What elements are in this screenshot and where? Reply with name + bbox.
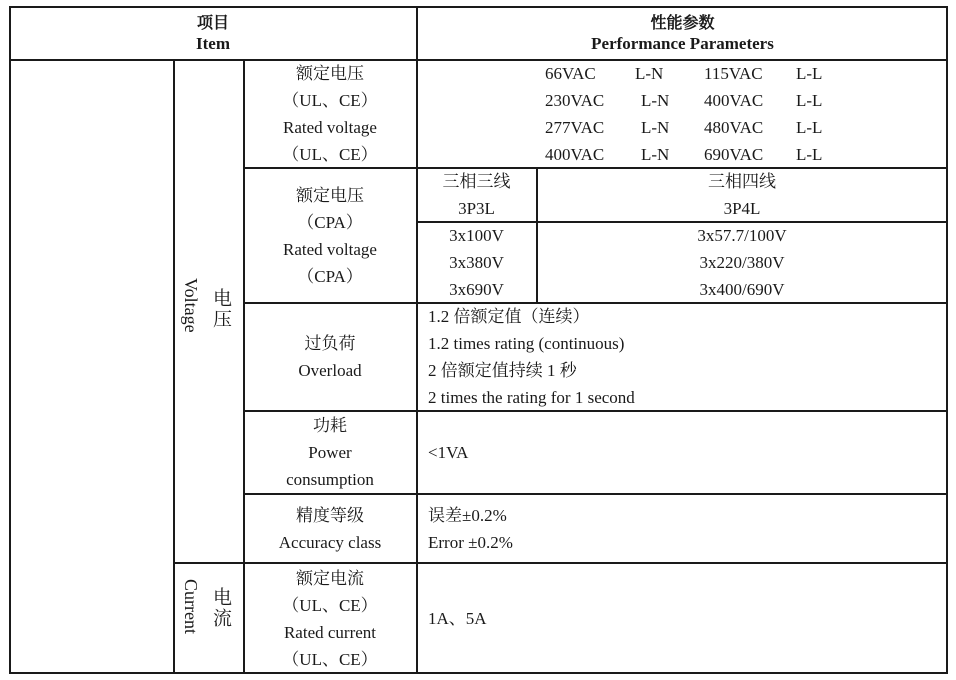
voltage-value: 115VAC	[704, 64, 763, 83]
overload-line: 1.2 倍额定值（连续）	[428, 307, 590, 326]
label-line: 过负荷	[304, 334, 356, 353]
cpa-value: 3x220/380V	[699, 253, 785, 272]
header-item-cn: 项目	[196, 13, 229, 32]
table-border-bottom	[9, 672, 948, 674]
label-line: （UL、CE）	[282, 91, 378, 110]
voltage-group-cell	[173, 60, 243, 563]
label-line: Rated voltage	[283, 118, 377, 137]
voltage-value: 480VAC	[704, 118, 764, 137]
voltage-value: 277VAC	[545, 118, 605, 137]
phase-value: L-N	[641, 91, 670, 110]
accuracy-label	[243, 494, 417, 563]
overload-label	[243, 303, 417, 411]
overload-values	[417, 303, 948, 411]
phase-value: L-L	[796, 91, 823, 110]
table-border-right	[946, 6, 948, 674]
phase-value: L-N	[635, 64, 664, 83]
label-line: Overload	[298, 361, 362, 380]
cpa-value: 3x380V	[449, 253, 504, 272]
label-line: （UL、CE）	[282, 649, 378, 669]
rated-current-label	[243, 563, 417, 674]
current-group-en: Current	[181, 579, 201, 634]
label-line: （UL、CE）	[282, 145, 378, 164]
label-line: 功耗	[313, 416, 347, 435]
current-group-cell	[173, 563, 243, 674]
voltage-value: 400VAC	[545, 145, 605, 164]
header-params-en: Performance Parameters	[591, 34, 774, 53]
phase-value: L-N	[641, 145, 670, 164]
table-border-top	[9, 6, 948, 8]
label-line: Accuracy class	[278, 532, 382, 552]
label-line: （UL、CE）	[282, 595, 378, 615]
cpa-value: 3x57.7/100V	[697, 226, 787, 245]
cpa-value: 3x690V	[449, 280, 504, 299]
overload-line: 2 times the rating for 1 second	[428, 388, 635, 407]
row-divider	[243, 410, 948, 412]
current-group-cn: 电流	[210, 587, 231, 629]
label-line: 精度等级	[296, 505, 364, 525]
voltage-value: 230VAC	[545, 91, 605, 110]
cpa-3p3l-values	[417, 222, 536, 303]
phase-value: L-N	[641, 118, 670, 137]
label-line: Rated current	[283, 622, 377, 642]
label-line: Rated voltage	[283, 239, 377, 259]
header-divider	[9, 59, 948, 61]
cpa-header-cn: 三相四线	[708, 172, 776, 191]
overload-line: 1.2 times rating (continuous)	[428, 334, 625, 353]
cpa-header-en: 3P3L	[458, 199, 495, 218]
header-params-cell	[417, 6, 948, 60]
cpa-3p3l-header	[417, 168, 536, 222]
voltage-value: 66VAC	[545, 64, 596, 83]
power-value	[417, 411, 948, 494]
label-line: 额定电流	[296, 568, 364, 588]
accuracy-line: Error ±0.2%	[428, 532, 513, 552]
row-divider	[243, 493, 948, 495]
table-border-left	[9, 6, 11, 674]
column-divider	[243, 59, 245, 674]
cpa-3p4l-header	[536, 168, 948, 222]
cpa-value: 3x100V	[449, 226, 504, 245]
rated-voltage-ul-ce-values	[417, 60, 948, 168]
column-divider	[416, 6, 418, 674]
power-value-text: <1VA	[428, 443, 469, 462]
phase-value: L-L	[796, 145, 823, 164]
cpa-value: 3x400/690V	[699, 280, 785, 299]
rated-voltage-ul-ce-label	[243, 60, 417, 168]
cpa-3p4l-values	[536, 222, 948, 303]
voltage-value: 400VAC	[704, 91, 764, 110]
voltage-group-cn: 电压	[210, 288, 231, 330]
row-divider	[417, 221, 948, 223]
header-params-cn: 性能参数	[650, 13, 715, 32]
column-divider	[536, 167, 538, 303]
rated-current-text: 1A、5A	[428, 609, 487, 628]
label-line: 额定电压	[296, 64, 364, 83]
phase-value: L-L	[796, 118, 823, 137]
voltage-value: 690VAC	[704, 145, 764, 164]
column-divider	[173, 59, 175, 674]
rated-voltage-cpa-label	[243, 168, 417, 303]
label-line: （CPA）	[297, 212, 363, 232]
header-item-cell	[9, 6, 417, 60]
cpa-header-en: 3P4L	[723, 199, 761, 218]
row-divider	[243, 302, 948, 304]
accuracy-line: 误差±0.2%	[428, 505, 507, 525]
power-label	[243, 411, 417, 494]
voltage-group-en: Voltage	[181, 278, 201, 333]
accuracy-values	[417, 494, 948, 563]
performance-table	[9, 6, 948, 674]
label-line: Power	[308, 443, 352, 462]
row-divider	[243, 167, 948, 169]
phase-value: L-L	[796, 64, 823, 83]
label-line: consumption	[286, 470, 374, 489]
rated-current-value	[417, 563, 948, 674]
label-line: （CPA）	[297, 266, 363, 286]
label-line: 额定电压	[296, 185, 364, 205]
overload-line: 2 倍额定值持续 1 秒	[428, 361, 577, 380]
header-item-en: Item	[196, 34, 230, 53]
row-divider	[173, 562, 948, 564]
cpa-header-cn: 三相三线	[442, 172, 511, 191]
